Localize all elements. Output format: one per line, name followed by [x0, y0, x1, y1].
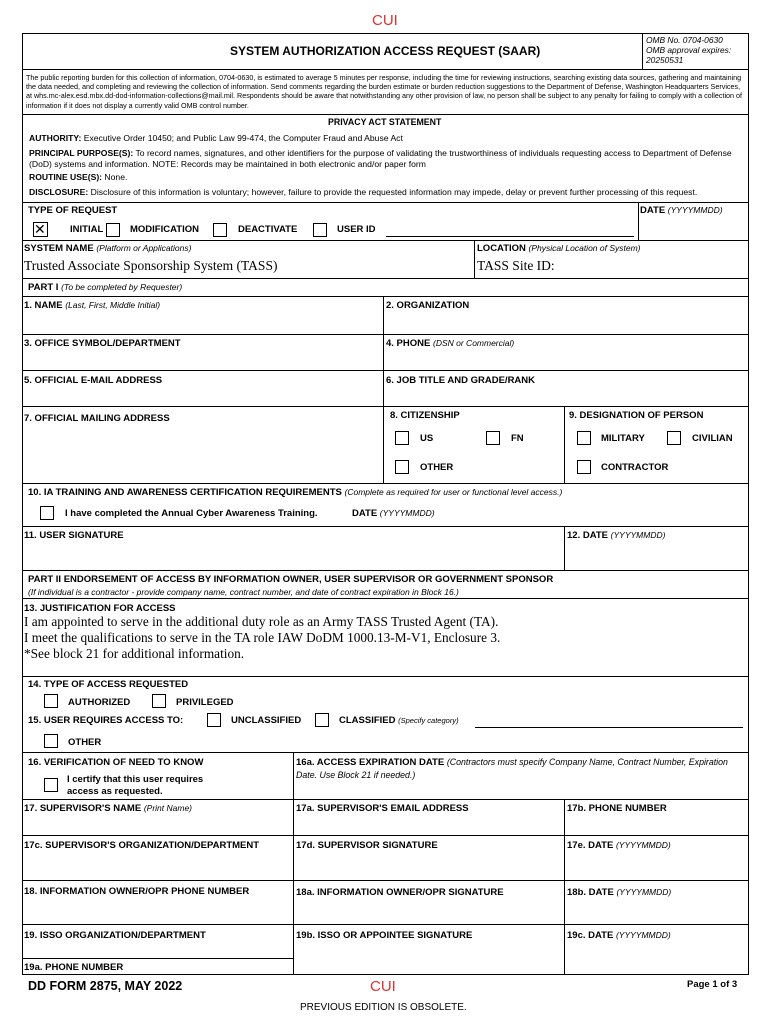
field10-label: 10. IA TRAINING AND AWARENESS CERTIFICATION REQUIREMENTS (Complete as required for user or functional level access.)	[28, 487, 563, 498]
authorized-label: AUTHORIZED	[68, 697, 131, 708]
need-to-know-checkbox[interactable]	[44, 778, 58, 792]
military-label: MILITARY	[601, 433, 645, 444]
field19c-label: 19c. DATE (YYYYMMDD)	[567, 930, 671, 941]
field3-label: 3. OFFICE SYMBOL/DEPARTMENT	[24, 338, 181, 349]
obsolete-notice: PREVIOUS EDITION IS OBSOLETE.	[300, 1002, 467, 1013]
cyber-training-checkbox[interactable]	[40, 506, 54, 520]
training-date-label: DATE (YYYYMMDD)	[352, 508, 435, 519]
modification-label: MODIFICATION	[130, 224, 199, 235]
field18a-label: 18a. INFORMATION OWNER/OPR SIGNATURE	[296, 887, 504, 898]
part2-title: PART II ENDORSEMENT OF ACCESS BY INFORMATION OWNER, USER SUPERVISOR OR GOVERNMENT SPONSOR	[28, 574, 554, 585]
disclosure-text: DISCLOSURE: Disclosure of this information is voluntary; however, failure to provide the requested information may impede, delay or prevent further processing of this request.	[29, 187, 698, 197]
military-checkbox[interactable]	[577, 431, 591, 445]
civilian-checkbox[interactable]	[667, 431, 681, 445]
userid-label: USER ID	[337, 224, 376, 235]
purpose-text: PRINCIPAL PURPOSE(S): To record names, signatures, and other identifiers for the purpose of validating the trustworthiness of individuals requesting access to Department of Defense (DoD) systems and information. NOTE: Records may be maintained in both electronic and/or paper form	[29, 148, 732, 169]
justification-line-1[interactable]: I am appointed to serve in the additional duty role as an Army TASS Trusted Agent (TA).	[24, 614, 499, 629]
unclassified-checkbox[interactable]	[207, 713, 221, 727]
field15-label: 15. USER REQUIRES ACCESS TO:	[28, 715, 184, 726]
field4-label: 4. PHONE (DSN or Commercial)	[386, 338, 515, 349]
field2-label: 2. ORGANIZATION	[386, 300, 470, 311]
userid-input[interactable]	[388, 222, 632, 236]
field5-label: 5. OFFICIAL E-MAIL ADDRESS	[24, 375, 163, 386]
type-of-request-label: TYPE OF REQUEST	[28, 205, 118, 216]
field19b-label: 19b. ISSO OR APPOINTEE SIGNATURE	[296, 930, 473, 941]
classified-checkbox[interactable]	[315, 713, 329, 727]
other-access-label: OTHER	[68, 737, 102, 748]
routine-use-text: ROUTINE USE(S): None.	[29, 172, 128, 182]
us-label: US	[420, 433, 434, 444]
deactivate-label: DEACTIVATE	[238, 224, 298, 235]
omb-number: OMB No. 0704-0630 OMB approval expires: 20250531	[646, 35, 732, 65]
civilian-label: CIVILIAN	[692, 433, 733, 444]
field16a-label: 16a. ACCESS EXPIRATION DATE (Contractors must specify Company Name, Contract Number, Expiration Date. Use Block 21 if needed.)	[296, 757, 728, 780]
field9-label: 9. DESIGNATION OF PERSON	[569, 410, 704, 421]
phone-input[interactable]	[388, 352, 743, 368]
location-label: LOCATION (Physical Location of System)	[477, 243, 641, 254]
justification-line-2[interactable]: I meet the qualifications to serve in the TA role IAW DoDM 1000.13-M-V1, Enclosure 3.	[24, 630, 501, 645]
field17c-label: 17c. SUPERVISOR'S ORGANIZATION/DEPARTMENT	[24, 840, 260, 851]
fn-label: FN	[511, 433, 524, 444]
contractor-checkbox[interactable]	[577, 460, 591, 474]
form-frame	[22, 33, 749, 975]
burden-statement: The public reporting burden for this collection of information, 0704-0630, is estimated to average 5 minutes per response, including the time for reviewing instructions, searching existing data sources, gathering and maintaining the data needed, and completing and reviewing the collection of information. Send comments regarding the burden estimate or burden reduction suggestions to the Department of Defense, Washington Headquarters Services, at whs.mc-alex.esd.mbx.dd-dod-information-collections@mail.mil. Respondents should be aware that notwithstanding any other provision of law, no person shall be subject to any penalty for failing to comply with a collection of information if it does not display a currently valid OMB control number.	[26, 73, 743, 110]
system-name-label: SYSTEM NAME (Platform or Applications)	[24, 243, 192, 254]
field19-label: 19. ISSO ORGANIZATION/DEPARTMENT	[24, 930, 206, 941]
cui-marking-top: CUI	[372, 12, 398, 29]
page-number: Page 1 of 3	[687, 979, 738, 990]
field19a-label: 19a. PHONE NUMBER	[24, 962, 124, 973]
field8-label: 8. CITIZENSHIP	[390, 410, 460, 421]
field17d-label: 17d. SUPERVISOR SIGNATURE	[296, 840, 438, 851]
deactivate-checkbox[interactable]	[213, 223, 227, 237]
cyber-training-label: I have completed the Annual Cyber Awareness Training.	[65, 508, 318, 519]
other-citizen-checkbox[interactable]	[395, 460, 409, 474]
name-input[interactable]	[26, 315, 378, 331]
field17b-label: 17b. PHONE NUMBER	[567, 803, 667, 814]
cui-marking-bottom: CUI	[370, 978, 396, 995]
email-input[interactable]	[26, 388, 378, 404]
field17e-label: 17e. DATE (YYYYMMDD)	[567, 840, 671, 851]
field18-label: 18. INFORMATION OWNER/OPR PHONE NUMBER	[24, 886, 250, 897]
other-citizen-label: OTHER	[420, 462, 454, 473]
form-identifier: DD FORM 2875, MAY 2022	[28, 979, 183, 993]
field6-label: 6. JOB TITLE AND GRADE/RANK	[386, 375, 536, 386]
unclassified-label: UNCLASSIFIED	[231, 715, 302, 726]
us-checkbox[interactable]	[395, 431, 409, 445]
fn-checkbox[interactable]	[486, 431, 500, 445]
form-title: SYSTEM AUTHORIZATION ACCESS REQUEST (SAAR)	[230, 44, 541, 58]
request-date-input[interactable]	[642, 220, 742, 236]
privacy-title: PRIVACY ACT STATEMENT	[328, 117, 442, 127]
job-title-input[interactable]	[388, 388, 743, 404]
field12-label: 12. DATE (YYYYMMDD)	[567, 530, 666, 541]
field14-label: 14. TYPE OF ACCESS REQUESTED	[28, 679, 189, 690]
field16-label: 16. VERIFICATION OF NEED TO KNOW	[28, 757, 204, 768]
privileged-checkbox[interactable]	[152, 694, 166, 708]
organization-input[interactable]	[388, 315, 743, 331]
field17-label: 17. SUPERVISOR'S NAME (Print Name)	[24, 803, 193, 814]
field13-label: 13. JUSTIFICATION FOR ACCESS	[24, 603, 176, 614]
classified-label: CLASSIFIED (Specify category)	[339, 715, 459, 726]
justification-line-3[interactable]: *See block 21 for additional information.	[24, 646, 245, 661]
part1-title: PART I (To be completed by Requester)	[28, 282, 183, 293]
userid-checkbox[interactable]	[313, 223, 327, 237]
office-symbol-input[interactable]	[26, 352, 378, 368]
field11-label: 11. USER SIGNATURE	[24, 530, 124, 541]
authority-text: AUTHORITY: Executive Order 10450; and Public Law 99-474, the Computer Fraud and Abuse Act	[29, 133, 403, 143]
modification-checkbox[interactable]	[106, 223, 120, 237]
initial-label: INITIAL	[70, 224, 104, 235]
contractor-label: CONTRACTOR	[601, 462, 669, 473]
authorized-checkbox[interactable]	[44, 694, 58, 708]
location-value[interactable]: TASS Site ID:	[477, 258, 555, 273]
part2-hint: (If individual is a contractor - provide company name, contract number, and date of contract expiration in Block 16.)	[28, 587, 459, 597]
initial-checkbox[interactable]	[33, 222, 48, 237]
field1-label: 1. NAME (Last, First, Middle Initial)	[24, 300, 161, 311]
field7-label: 7. OFFICIAL MAILING ADDRESS	[24, 413, 170, 424]
privileged-label: PRIVILEGED	[176, 697, 234, 708]
field17a-label: 17a. SUPERVISOR'S EMAIL ADDRESS	[296, 803, 469, 814]
other-access-checkbox[interactable]	[44, 734, 58, 748]
need-to-know-text: I certify that this user requires access as requested.	[67, 774, 204, 797]
field18b-label: 18b. DATE (YYYYMMDD)	[567, 887, 672, 898]
request-date-label: DATE (YYYYMMDD)	[640, 205, 723, 216]
system-name-value[interactable]: Trusted Associate Sponsorship System (TASS)	[24, 258, 278, 273]
